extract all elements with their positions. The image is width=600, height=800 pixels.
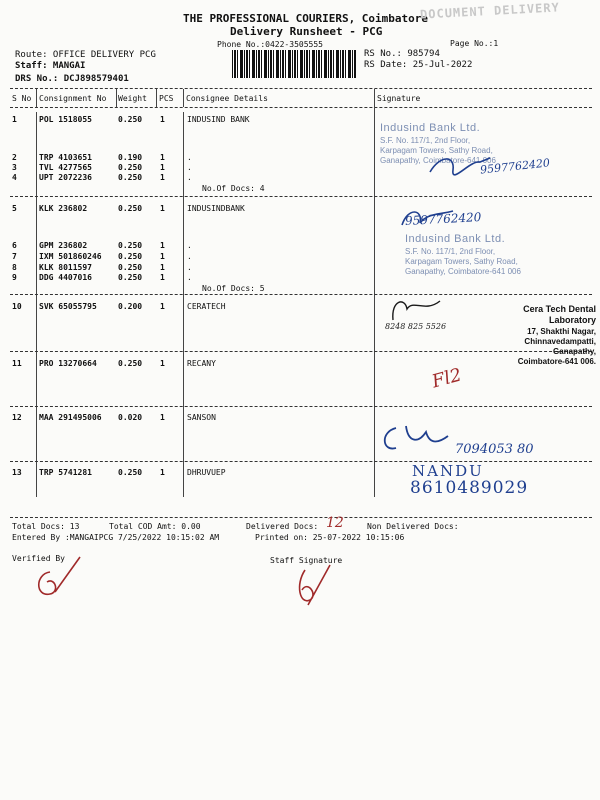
row-sno: 2	[12, 153, 17, 162]
rs-number: RS No.: 985794	[364, 49, 440, 59]
stamp-line: Indusind Bank Ltd.	[405, 233, 506, 245]
row-pcs: 1	[160, 153, 165, 162]
row-consignee: INDUSIND BANK	[187, 115, 250, 124]
row-consignment: PRO 13270664	[39, 359, 97, 368]
row-sno: 7	[12, 252, 17, 261]
handwritten-phone: 8248 825 5526	[385, 322, 447, 331]
row-pcs: 1	[160, 241, 165, 250]
row-consignee: DHRUVUEP	[187, 468, 226, 477]
docs-count: No.Of Docs: 4	[202, 184, 265, 193]
lab-stamp	[474, 304, 596, 367]
row-pcs: 1	[160, 263, 165, 272]
row-sno: 5	[12, 204, 17, 213]
runsheet-title: Delivery Runsheet - PCG	[230, 25, 383, 38]
row-weight: 0.250	[118, 204, 143, 213]
signature-column-border	[374, 89, 375, 497]
col-signature: Signature	[377, 94, 421, 103]
row-pcs: 1	[160, 173, 165, 182]
row-pcs: 1	[160, 359, 165, 368]
verified-by: Verified By	[12, 554, 65, 563]
row-pcs: 1	[160, 204, 165, 213]
row-weight: 0.200	[118, 302, 143, 311]
row-weight: 0.020	[118, 413, 143, 422]
row-consignment: TVL 4277565	[39, 163, 92, 172]
row-pcs: 1	[160, 163, 165, 172]
staff: Staff: MANGAI	[15, 61, 86, 71]
row-sno: 11	[12, 359, 22, 368]
route: Route: OFFICE DELIVERY PCG	[15, 50, 156, 60]
handwritten-phone: 9597762420	[404, 210, 482, 228]
row-pcs: 1	[160, 468, 165, 477]
col-consignee: Consignee Details	[186, 94, 268, 103]
bank-stamp	[405, 233, 521, 277]
page-number: Page No.:1	[450, 39, 499, 48]
staff-signature-scribble	[290, 560, 340, 610]
row-pcs: 1	[160, 302, 165, 311]
stamp-line: Ganapathy,	[553, 346, 596, 356]
stamp-line: Cera Tech Dental Laboratory	[523, 304, 596, 326]
row-sno: 4	[12, 173, 17, 182]
row-sno: 12	[12, 413, 22, 422]
row-weight: 0.190	[118, 153, 143, 162]
row-sno: 3	[12, 163, 17, 172]
entered-by: Entered By :MANGAIPCG 7/25/2022 10:15:02 AM	[12, 533, 220, 542]
stamp-line: Ganapathy, Coimbatore-641 006	[380, 155, 496, 165]
row-weight: 0.250	[118, 241, 143, 250]
row-consignment: POL 1518055	[39, 115, 92, 124]
col-sno: S No	[12, 94, 32, 103]
stamp-line: Coimbatore-641 006.	[517, 356, 596, 366]
handwritten-name: NANDU	[412, 462, 484, 480]
col-sep	[116, 89, 117, 107]
barcode	[232, 50, 356, 78]
row-pcs: 1	[160, 252, 165, 261]
stamp-line: Karpagam Towers, Sathy Road,	[380, 145, 493, 155]
phone-number: Phone No.:0422-3505555	[217, 40, 323, 49]
group-rule	[10, 196, 592, 197]
row-consignment: IXM 501860246	[39, 252, 102, 261]
col-pcs: PCS	[159, 94, 174, 103]
delivered-docs: Delivered Docs:	[246, 522, 319, 531]
row-consignment: MAA 291495006	[39, 413, 102, 422]
row-consignee: .	[187, 163, 192, 172]
handwritten-phone: 8610489029	[410, 478, 529, 498]
row-consignment: DDG 4407016	[39, 273, 92, 282]
row-consignee: .	[187, 273, 192, 282]
printed-on: Printed on: 25-07-2022 10:15:06	[255, 533, 405, 542]
row-weight: 0.250	[118, 359, 143, 368]
row-weight: 0.250	[118, 115, 143, 124]
stamp-line: 17, Shakthi Nagar,	[527, 326, 596, 336]
row-sno: 10	[12, 302, 22, 311]
row-pcs: 1	[160, 273, 165, 282]
row-pcs: 1	[160, 115, 165, 124]
non-delivered-docs: Non Delivered Docs:	[367, 522, 459, 531]
rs-date: RS Date: 25-Jul-2022	[364, 60, 473, 70]
cn-column-border	[36, 112, 37, 497]
total-docs: Total Docs: 13	[12, 522, 80, 531]
staff-signature: Staff Signature	[270, 556, 343, 565]
row-rule	[10, 406, 592, 407]
row-sno: 6	[12, 241, 17, 250]
signature-scribble	[385, 295, 445, 325]
col-consignment: Consignment No	[39, 94, 107, 103]
signature-scribble	[378, 422, 453, 456]
consignee-column-border	[183, 112, 184, 497]
row-weight: 0.250	[118, 263, 143, 272]
handwritten-phone: 7094053 80	[455, 442, 534, 457]
row-weight: 0.250	[118, 468, 143, 477]
row-sno: 13	[12, 468, 22, 477]
stamp-line: S.F. No. 117/1, 2nd Floor,	[380, 135, 471, 145]
company-title: THE PROFESSIONAL COURIERS, Coimbatore	[183, 12, 429, 25]
row-consignment: GPM 236802	[39, 241, 88, 250]
row-consignment: TRP 5741281	[39, 468, 92, 477]
docs-count: No.Of Docs: 5	[202, 284, 265, 293]
row-consignment: KLK 8011597	[39, 263, 92, 272]
verified-signature-scribble	[25, 552, 85, 602]
row-consignee: .	[187, 173, 192, 182]
row-consignee: .	[187, 241, 192, 250]
header-bottom-rule	[10, 107, 592, 108]
row-consignee: INDUSINDBANK	[187, 204, 245, 213]
row-pcs: 1	[160, 413, 165, 422]
faded-stamp: DOCUMENT DELIVERY	[419, 0, 561, 22]
row-weight: 0.250	[118, 163, 143, 172]
row-consignee: .	[187, 263, 192, 272]
row-consignment: TRP 4103651	[39, 153, 92, 162]
signature-scribble	[398, 205, 458, 233]
row-consignee: .	[187, 153, 192, 162]
drs-number: DRS No.: DCJ898579401	[15, 74, 129, 84]
stamp-line: Indusind Bank Ltd.	[380, 122, 481, 134]
signature-scribble	[425, 150, 495, 180]
handwritten-phone: 9597762420	[479, 156, 551, 177]
col-sep	[36, 89, 37, 107]
row-weight: 0.250	[118, 252, 143, 261]
row-weight: 0.250	[118, 273, 143, 282]
row-sno: 9	[12, 273, 17, 282]
col-sep	[183, 89, 184, 107]
group-rule	[10, 294, 592, 295]
row-sno: 1	[12, 115, 17, 124]
stamp-line: S.F. No. 117/1, 2nd Floor,	[405, 246, 496, 256]
table-bottom-rule	[10, 517, 592, 518]
row-consignee: .	[187, 252, 192, 261]
row-consignment: KLK 236802	[39, 204, 88, 213]
col-weight: Weight	[118, 94, 147, 103]
row-consignee: RECANY	[187, 359, 216, 368]
row-consignee: SANSON	[187, 413, 216, 422]
row-sno: 8	[12, 263, 17, 272]
row-consignment: UPT 2072236	[39, 173, 92, 182]
row-weight: 0.250	[118, 173, 143, 182]
stamp-line: Karpagam Towers, Sathy Road,	[405, 256, 518, 266]
handwritten-initials: Fl2	[429, 364, 464, 393]
header-top-rule	[10, 88, 592, 89]
row-consignment: SVK 65055795	[39, 302, 97, 311]
row-rule	[10, 461, 592, 462]
row-consignee: CERATECH	[187, 302, 226, 311]
total-cod: Total COD Amt: 0.00	[109, 522, 201, 531]
stamp-line: Ganapathy, Coimbatore-641 006	[405, 266, 521, 276]
stamp-line: Chinnavedampatti,	[524, 336, 596, 346]
handwritten-total: 12	[326, 515, 344, 531]
col-sep	[156, 89, 157, 107]
